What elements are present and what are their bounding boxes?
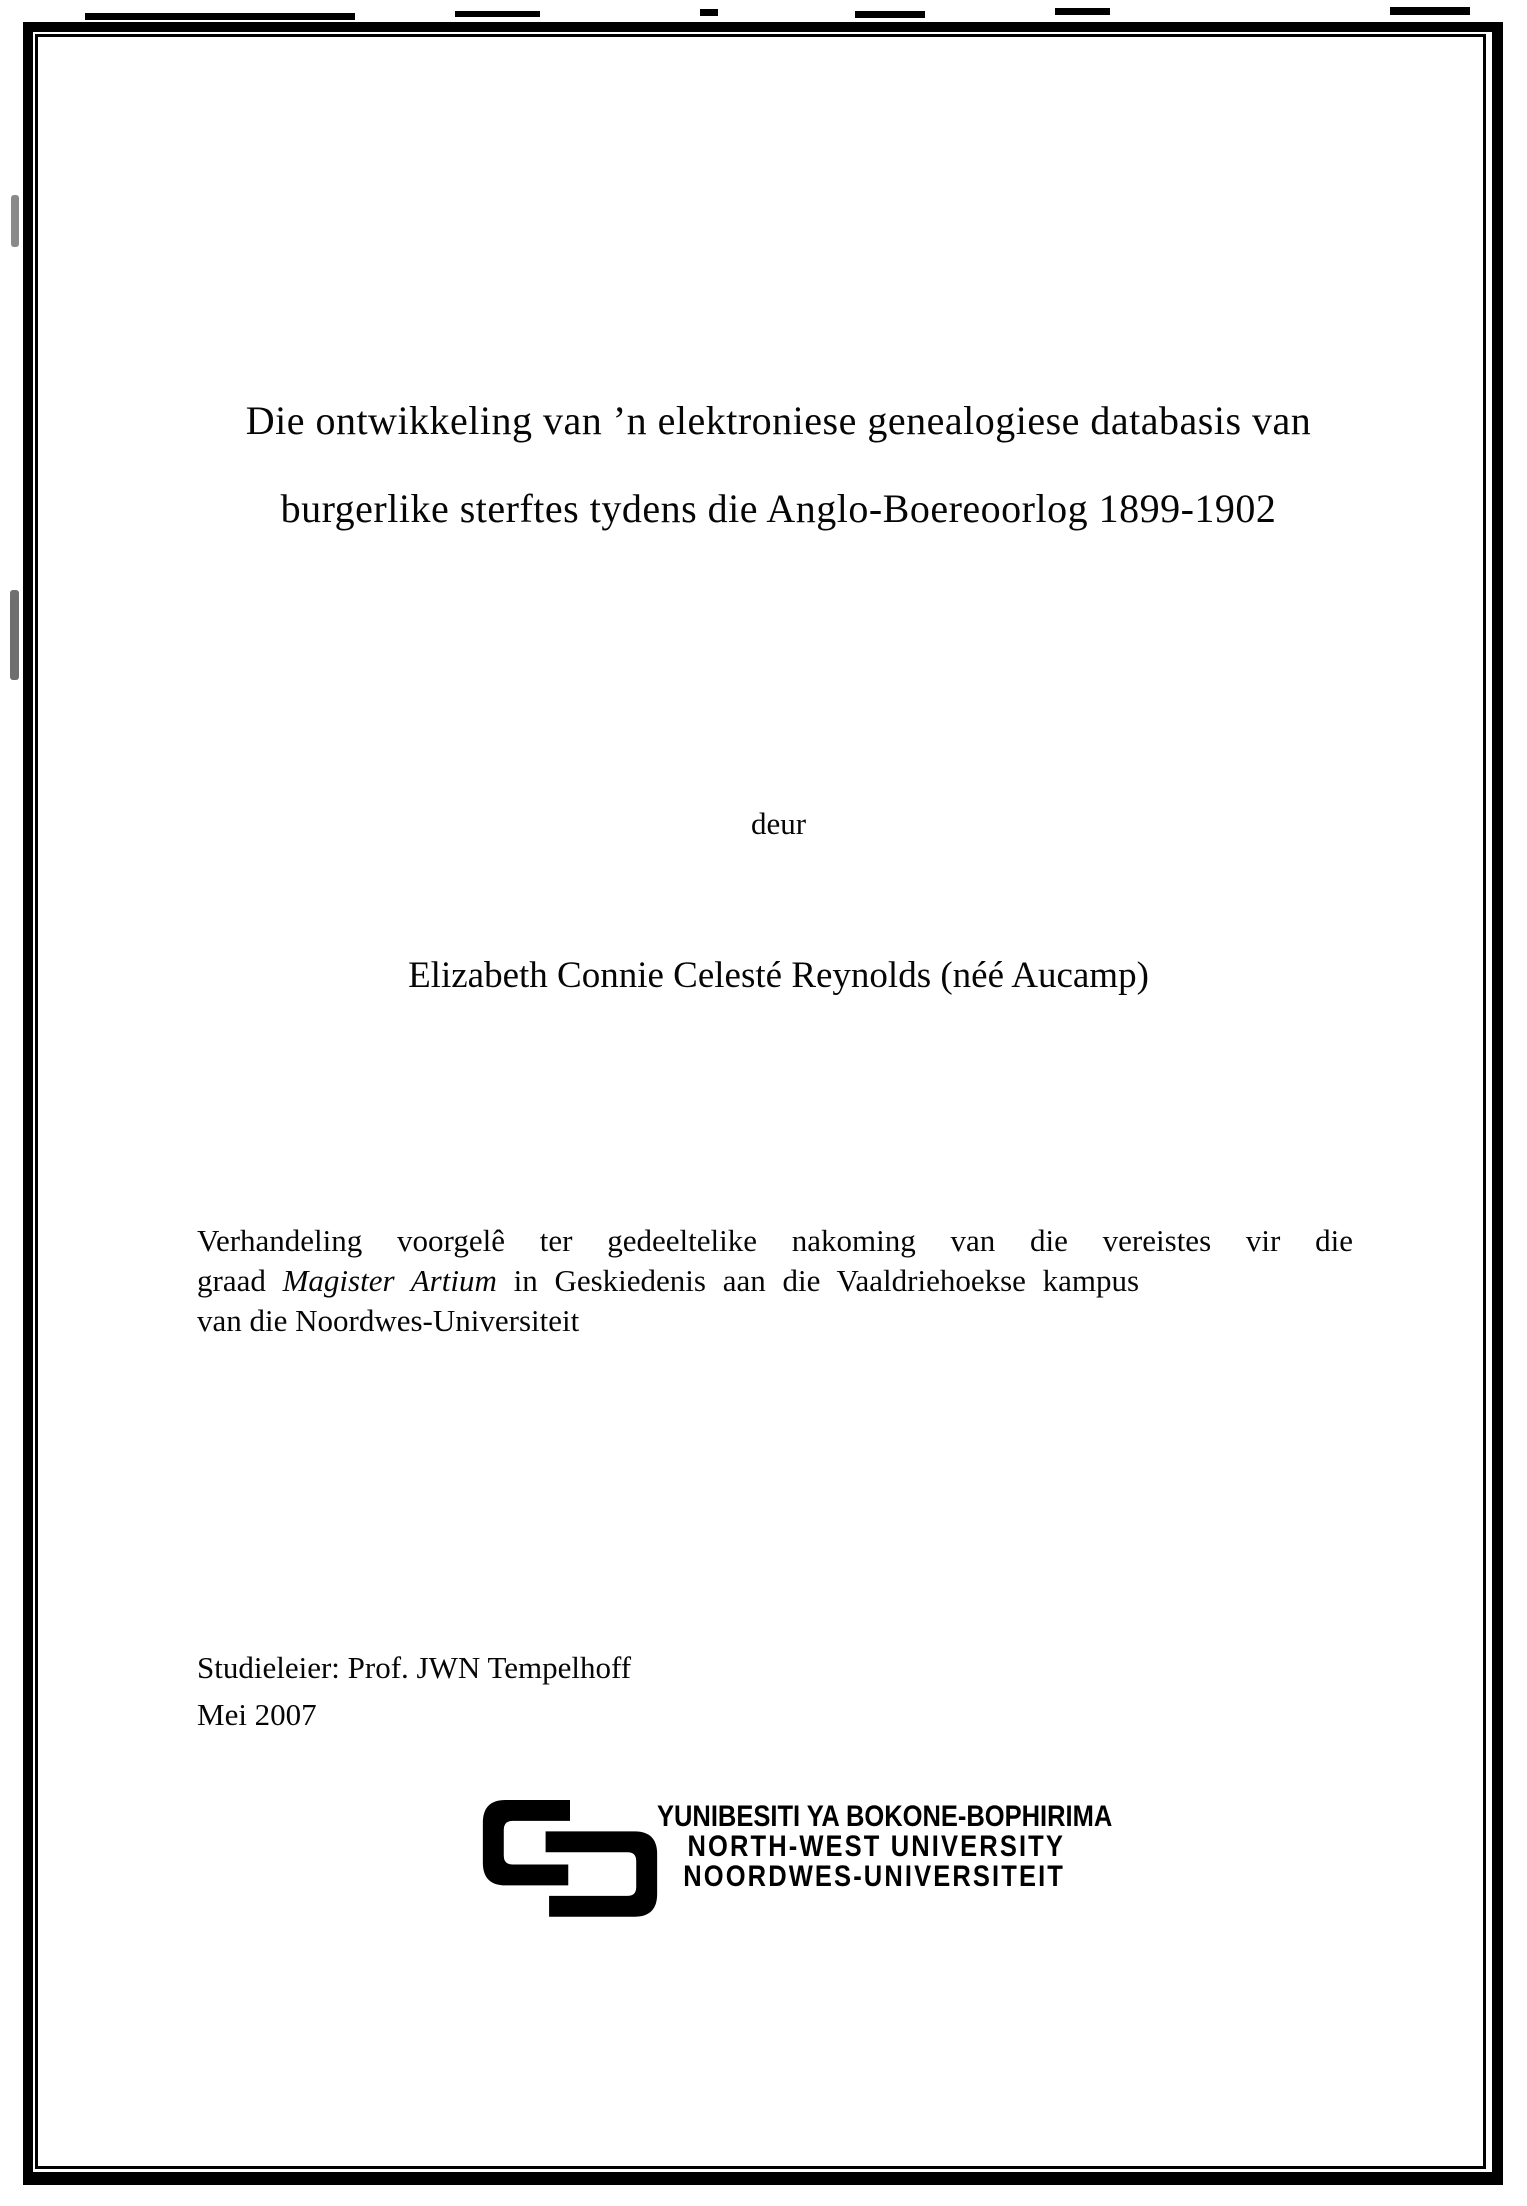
supervisor-line: Studieleier: Prof. JWN Tempelhoff xyxy=(197,1650,632,1685)
university-logo-text xyxy=(657,1800,1113,1893)
logo-line-setswana: YUNIBESITI YA BOKONE-BOPHIRIMA xyxy=(657,1800,1113,1833)
byline-deur: deur xyxy=(750,806,807,841)
scan-artifact xyxy=(1390,7,1470,15)
scan-artifact xyxy=(10,590,19,680)
scan-artifact xyxy=(85,13,355,20)
declaration-line1: Verhandeling voorgelê ter gedeeltelike nakoming van die vereistes vir die xyxy=(197,1223,1353,1258)
scan-artifact xyxy=(855,11,925,18)
logo-line-english: NORTH-WEST UNIVERSITY xyxy=(687,1830,1065,1863)
scan-artifact xyxy=(700,9,718,16)
logo-line-afrikaans: NOORDWES-UNIVERSITEIT xyxy=(683,1860,1065,1893)
scan-artifact xyxy=(1055,8,1110,15)
supervisor-block xyxy=(197,1644,631,1738)
author-name: Elizabeth Connie Celesté Reynolds (néé Aucamp) xyxy=(408,955,1149,996)
thesis-title xyxy=(30,377,1527,553)
declaration-line2 xyxy=(197,1261,1353,1301)
university-logo xyxy=(480,1800,1113,1935)
declaration-line3: van die Noordwes-Universiteit xyxy=(197,1303,580,1338)
nwu-chain-links-icon xyxy=(480,1800,660,1922)
degree-name-italic: Magister Artium xyxy=(282,1263,497,1298)
scan-artifact xyxy=(455,11,540,17)
scan-artifact xyxy=(11,195,19,247)
thesis-title-line2: burgerlike sterftes tydens die Anglo-Boereoorlog 1899-1902 xyxy=(280,486,1277,531)
degree-declaration xyxy=(197,1221,1353,1341)
declaration-line2-pre: graad xyxy=(197,1263,283,1298)
declaration-line2-post: in Geskiedenis aan die Vaaldriehoekse kampus xyxy=(496,1263,1140,1298)
date-line: Mei 2007 xyxy=(197,1697,317,1732)
thesis-title-line1: Die ontwikkeling van ’n elektroniese genealogiese databasis van xyxy=(245,398,1312,443)
